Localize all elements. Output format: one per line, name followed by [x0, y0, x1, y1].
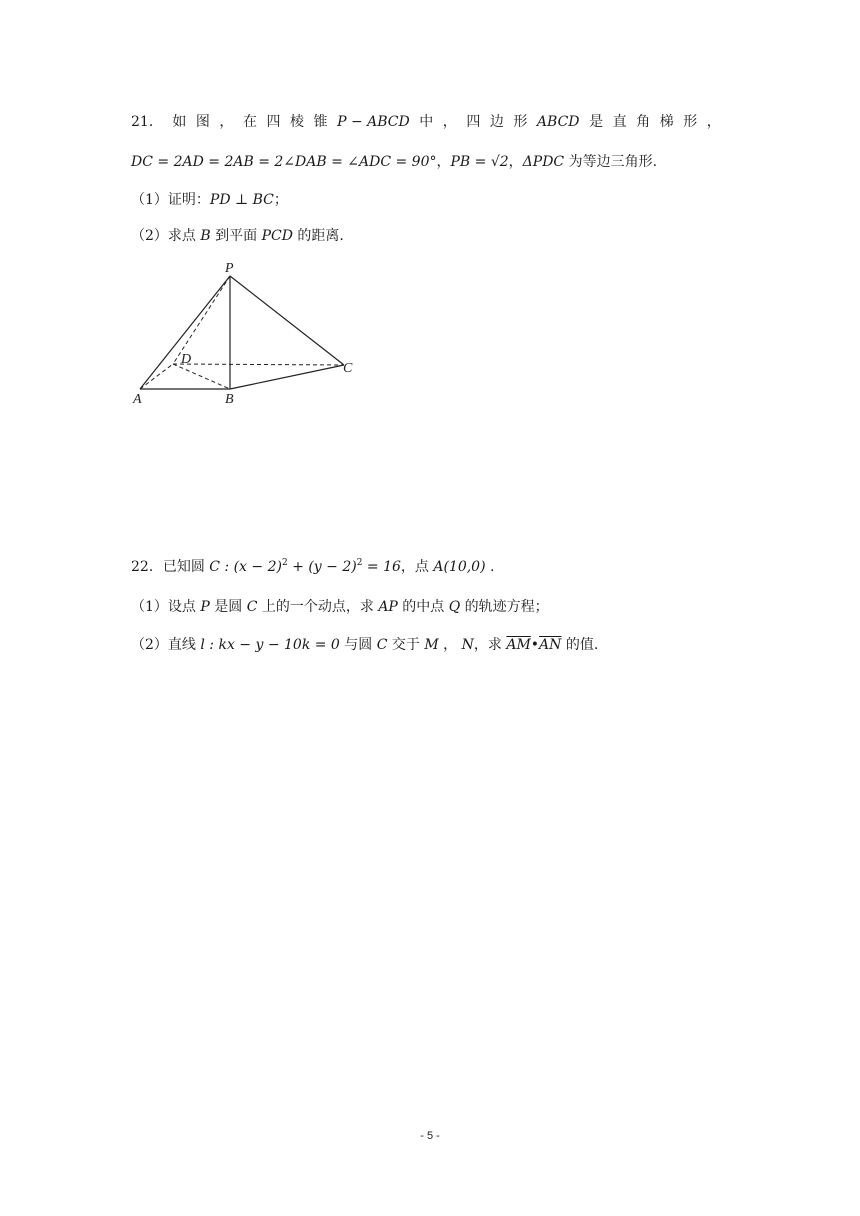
q21-part1-end: ；	[273, 192, 288, 208]
q21-intro-token: ，	[219, 114, 234, 130]
q22-circle-eq-rhs: = 16	[362, 559, 401, 575]
q21-part2-point: B	[200, 228, 211, 244]
q21-intro-token: 形	[683, 114, 698, 130]
q22-part2-sep: ，	[438, 637, 462, 653]
label-d: D	[181, 352, 192, 367]
q22-vector-an: $\overline{AN}$	[539, 637, 562, 653]
page-number: - 5 -	[420, 1130, 440, 1142]
q21-intro-token: 图	[195, 114, 210, 130]
q21-part1-label: （1）证明：	[131, 192, 210, 208]
q22-intro-end: .	[485, 559, 495, 575]
q21-intro-token: 中	[419, 114, 434, 130]
label-p: P	[225, 261, 234, 276]
q21-intro-token: 是	[589, 114, 604, 130]
q21-condition-pb: PB = √2	[450, 154, 509, 170]
q21-intro-token: 直	[612, 114, 627, 130]
q22-dot-product: •	[530, 637, 540, 653]
q22-part1-mid2: 上的一个动点，求	[257, 599, 379, 615]
q22-part2-mid3: ，求	[473, 637, 507, 653]
q22-part1-pre: （1）设点	[131, 599, 201, 615]
q21-part2-pre: （2）求点	[131, 228, 201, 244]
q22-circle-eq-a: C : (x − 2)	[209, 559, 282, 575]
pyramid-figure	[126, 256, 366, 406]
q22-part2-line: l : kx − y − 10k = 0	[200, 637, 340, 653]
q21-intro-token: 边	[489, 114, 504, 130]
q21-intro-token: 形	[513, 114, 528, 130]
q21-intro-token: 角	[636, 114, 651, 130]
q22-part1-mid1: 是圆	[209, 599, 247, 615]
q21-intro-row	[131, 112, 721, 132]
q22-part1-ap: AP	[378, 599, 398, 615]
q21-condition-triangle-text: 为等边三角形.	[564, 154, 658, 170]
label-b: B	[225, 392, 234, 406]
q21-intro-token: 四	[466, 114, 481, 130]
q21-part2-mid: 到平面	[210, 228, 262, 244]
q21-condition-sep2: ，	[508, 154, 523, 170]
q22-intro-pre: 22．已知圆	[131, 559, 210, 575]
q22-part1-mid3: 的中点	[397, 599, 449, 615]
q22-square-2: 2	[356, 558, 363, 568]
q21-intro-token: P − ABCD	[337, 114, 410, 130]
q21-condition-sep1: ，	[436, 154, 451, 170]
edge-pa	[140, 276, 230, 389]
q21-intro-token: ，	[706, 114, 721, 130]
q22-part2-c: C	[376, 637, 388, 653]
q21-intro-token: 在	[242, 114, 257, 130]
q22-part2-pre: （2）直线	[131, 637, 201, 653]
q22-part2-n: N	[461, 637, 474, 653]
q21-intro-token: 四	[266, 114, 281, 130]
edge-bc	[230, 365, 344, 389]
q21-part1-math: PD ⊥ BC	[209, 192, 274, 208]
q21-part2-plane: PCD	[261, 228, 293, 244]
label-a: A	[133, 392, 142, 406]
q22-intro-sep: ，点	[400, 559, 434, 575]
label-c: C	[343, 361, 353, 376]
q21-intro	[131, 112, 721, 132]
q22-part2	[131, 635, 598, 655]
q21-part2-end: 的距离.	[292, 228, 344, 244]
q21-condition	[131, 152, 657, 172]
q22-intro	[131, 557, 494, 577]
q21-intro-token: ABCD	[536, 114, 580, 130]
q21-condition-math: DC = 2AD = 2AB = 2∠DAB = ∠ADC = 90°	[131, 154, 437, 170]
edge-db-hidden	[173, 364, 230, 389]
edge-dc-hidden	[173, 364, 344, 365]
q21-intro-token: 棱	[290, 114, 305, 130]
edge-pc	[230, 276, 344, 365]
q21-intro-token: 如	[172, 114, 187, 130]
q21-part2	[131, 226, 344, 246]
q22-part2-end: 的值.	[561, 637, 599, 653]
q22-vector-am: $\overline{AM}$	[506, 637, 531, 653]
q22-part1-end: 的轨迹方程；	[460, 599, 549, 615]
q22-part1	[131, 597, 549, 617]
q22-part2-mid2: 交于	[387, 637, 425, 653]
q21-intro-token: 21．	[131, 114, 163, 130]
q21-part1	[131, 190, 288, 210]
q22-point-a: A(10,0)	[433, 559, 486, 575]
q22-part1-p: P	[200, 599, 210, 615]
q22-part2-m: M	[424, 637, 439, 653]
q21-intro-token: ，	[442, 114, 457, 130]
edge-pd-hidden	[173, 276, 230, 364]
q22-square-1: 2	[281, 558, 288, 568]
q21-intro-token: 梯	[659, 114, 674, 130]
q21-condition-triangle: ΔPDC	[522, 154, 565, 170]
q21-intro-token: 锥	[313, 114, 328, 130]
q22-part1-q: Q	[448, 599, 461, 615]
q22-circle-eq-b: + (y − 2)	[287, 559, 357, 575]
q22-part1-c: C	[246, 599, 258, 615]
q22-part2-mid1: 与圆	[339, 637, 377, 653]
